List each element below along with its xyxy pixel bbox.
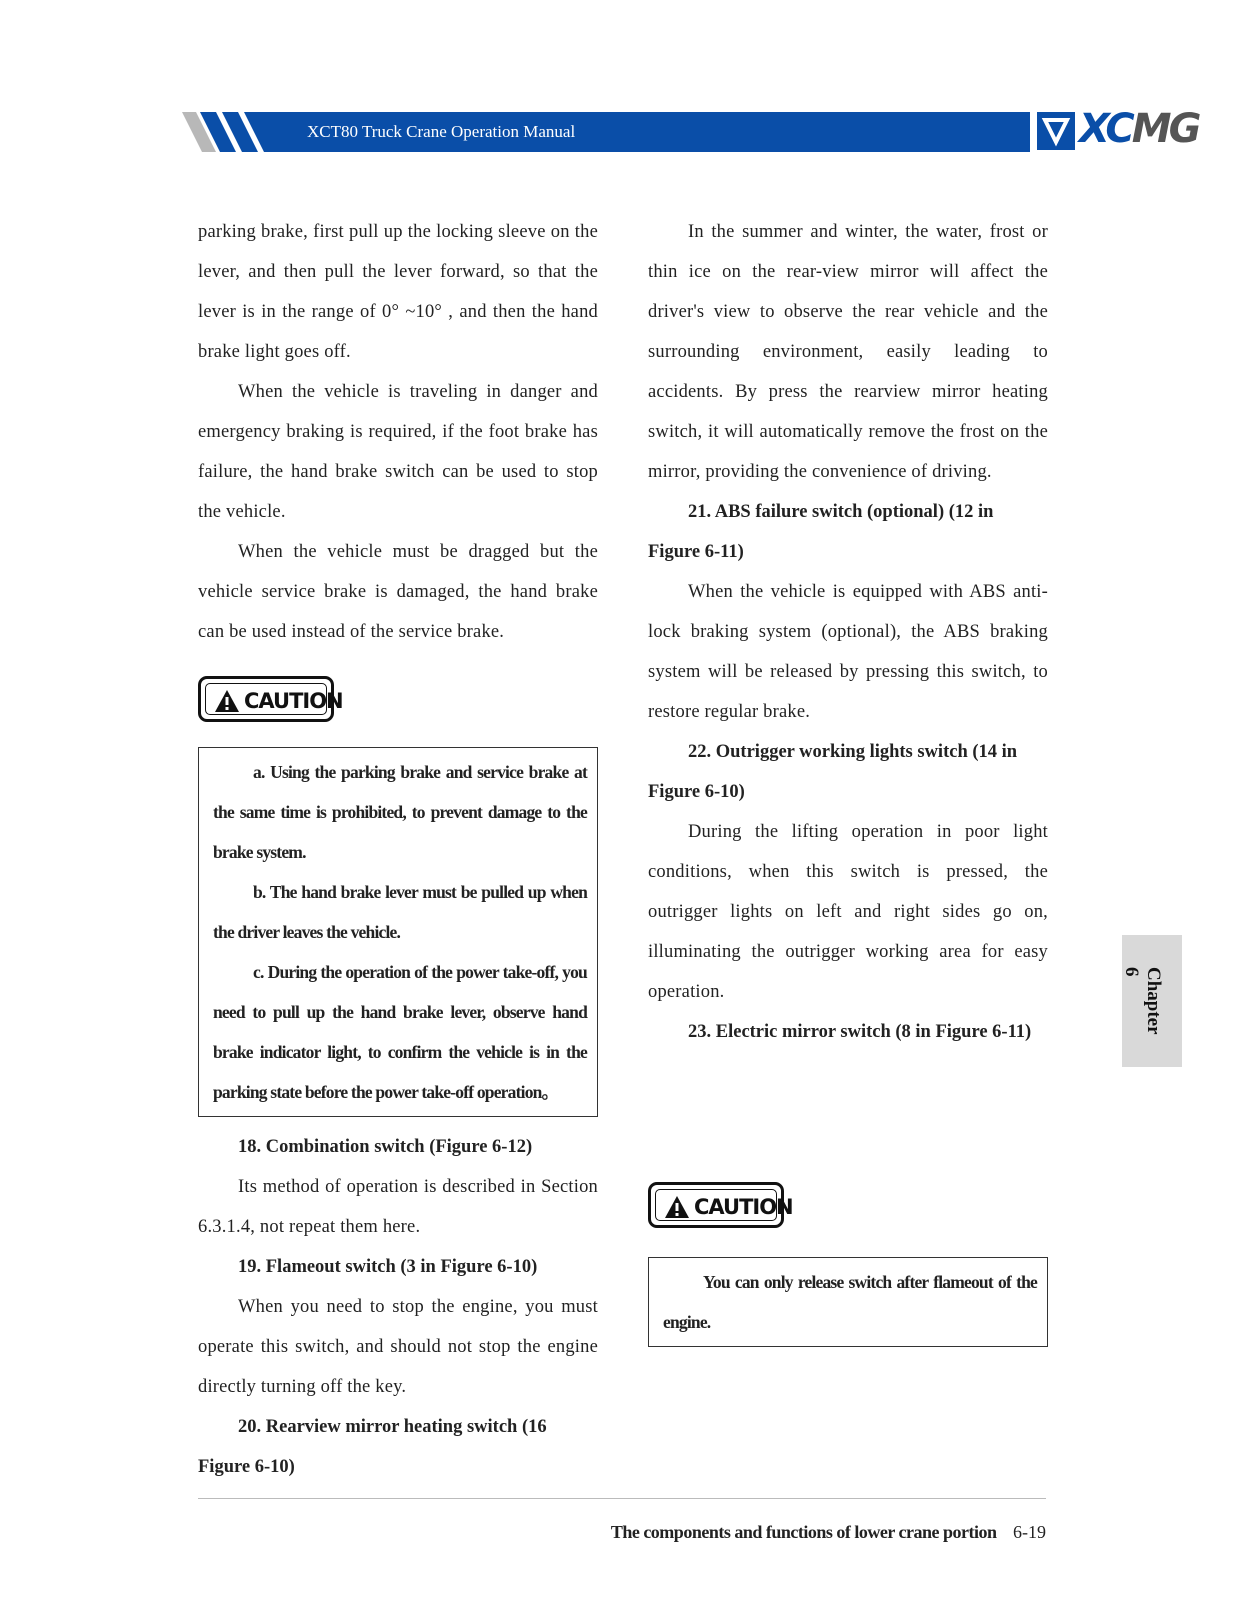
caution-item: b. The hand brake lever must be pulled up when the driver leaves the vehicle. xyxy=(213,882,587,942)
paragraph: When the vehicle must be dragged but the vehicle service brake is damaged, the hand brake can be used instead of the service brake. xyxy=(198,542,598,642)
paragraph: When you need to stop the engine, you must operate this switch, and should not stop the engine directly turning off the key. xyxy=(198,1297,598,1397)
paragraph: parking brake, first pull up the locking sleeve on the lever, and then pull the lever forward, so that the lever is in the range of 0° ~10° , and then the hand brake light goes off. xyxy=(198,222,598,362)
section-heading-23: 23. Electric mirror switch (8 in Figure 6-11) xyxy=(688,1022,1032,1042)
xcmg-emblem-icon xyxy=(1037,112,1075,150)
manual-title: XCT80 Truck Crane Operation Manual xyxy=(307,122,576,141)
caution-badge xyxy=(198,676,343,722)
section-heading-21: 21. ABS failure switch (optional) (12 in Figure 6-11) xyxy=(648,502,994,562)
page-number: 6-19 xyxy=(1013,1522,1046,1542)
caution-label: CAUTION xyxy=(694,1195,793,1219)
caution-item: You can only release switch after flameout of the engine. xyxy=(663,1272,1037,1332)
caution-badge xyxy=(648,1182,793,1228)
paragraph: In the summer and winter, the water, frost or thin ice on the rear-view mirror will affect the driver's view to observe the rear vehicle and the surrounding environment, easily leading to accidents. By press the rearview mirror heating switch, it will automatically remove the frost on the mirror, providing the convenience of driving. xyxy=(648,222,1048,482)
caution-item: a. Using the parking brake and service brake at the same time is prohibited, to prevent damage to the brake system. xyxy=(213,762,587,862)
section-heading-22: 22. Outrigger working lights switch (14 in Figure 6-10) xyxy=(648,742,1018,802)
header-stripes-icon xyxy=(182,112,282,152)
footer-title: The components and functions of lower crane portion xyxy=(610,1522,997,1542)
paragraph: When the vehicle is traveling in danger and emergency braking is required, if the foot brake has failure, the hand brake switch can be used to stop the vehicle. xyxy=(198,382,598,522)
chapter-tab xyxy=(1122,935,1182,1067)
section-heading-19: 19. Flameout switch (3 in Figure 6-10) xyxy=(238,1257,538,1277)
caution-box xyxy=(198,747,598,1117)
page-header xyxy=(182,106,1199,152)
section-heading-20: 20. Rearview mirror heating switch (16 Figure 6-10) xyxy=(198,1417,547,1477)
warning-triangle-icon xyxy=(214,689,240,713)
left-column xyxy=(198,212,598,1487)
header-bar xyxy=(277,112,1030,152)
caution-item: c. During the operation of the power take-off, you need to pull up the hand brake lever, observe hand brake indicator light, to confirm the vehicle is in the parking state before the power take-off operation。 xyxy=(213,962,587,1102)
logo-wordmark: XCMG xyxy=(1079,106,1199,152)
caution-box xyxy=(648,1257,1048,1347)
right-column xyxy=(648,212,1048,1347)
footer-divider xyxy=(198,1498,1046,1499)
caution-label: CAUTION xyxy=(244,689,343,713)
page-footer xyxy=(611,1520,1046,1544)
paragraph: During the lifting operation in poor light conditions, when this switch is pressed, the outrigger lights on left and right sides go on, illuminating the outrigger working area for easy operation. xyxy=(648,822,1048,1002)
xcmg-logo xyxy=(1037,108,1237,156)
section-heading-18: 18. Combination switch (Figure 6-12) xyxy=(238,1137,533,1157)
paragraph: When the vehicle is equipped with ABS anti-lock braking system (optional), the ABS braking system will be released by pressing this switch, to restore regular brake. xyxy=(648,582,1048,722)
warning-triangle-icon xyxy=(664,1195,690,1219)
paragraph: Its method of operation is described in Section 6.3.1.4, not repeat them here. xyxy=(198,1177,598,1237)
chapter-label: Chapter 6 xyxy=(1121,967,1164,1035)
